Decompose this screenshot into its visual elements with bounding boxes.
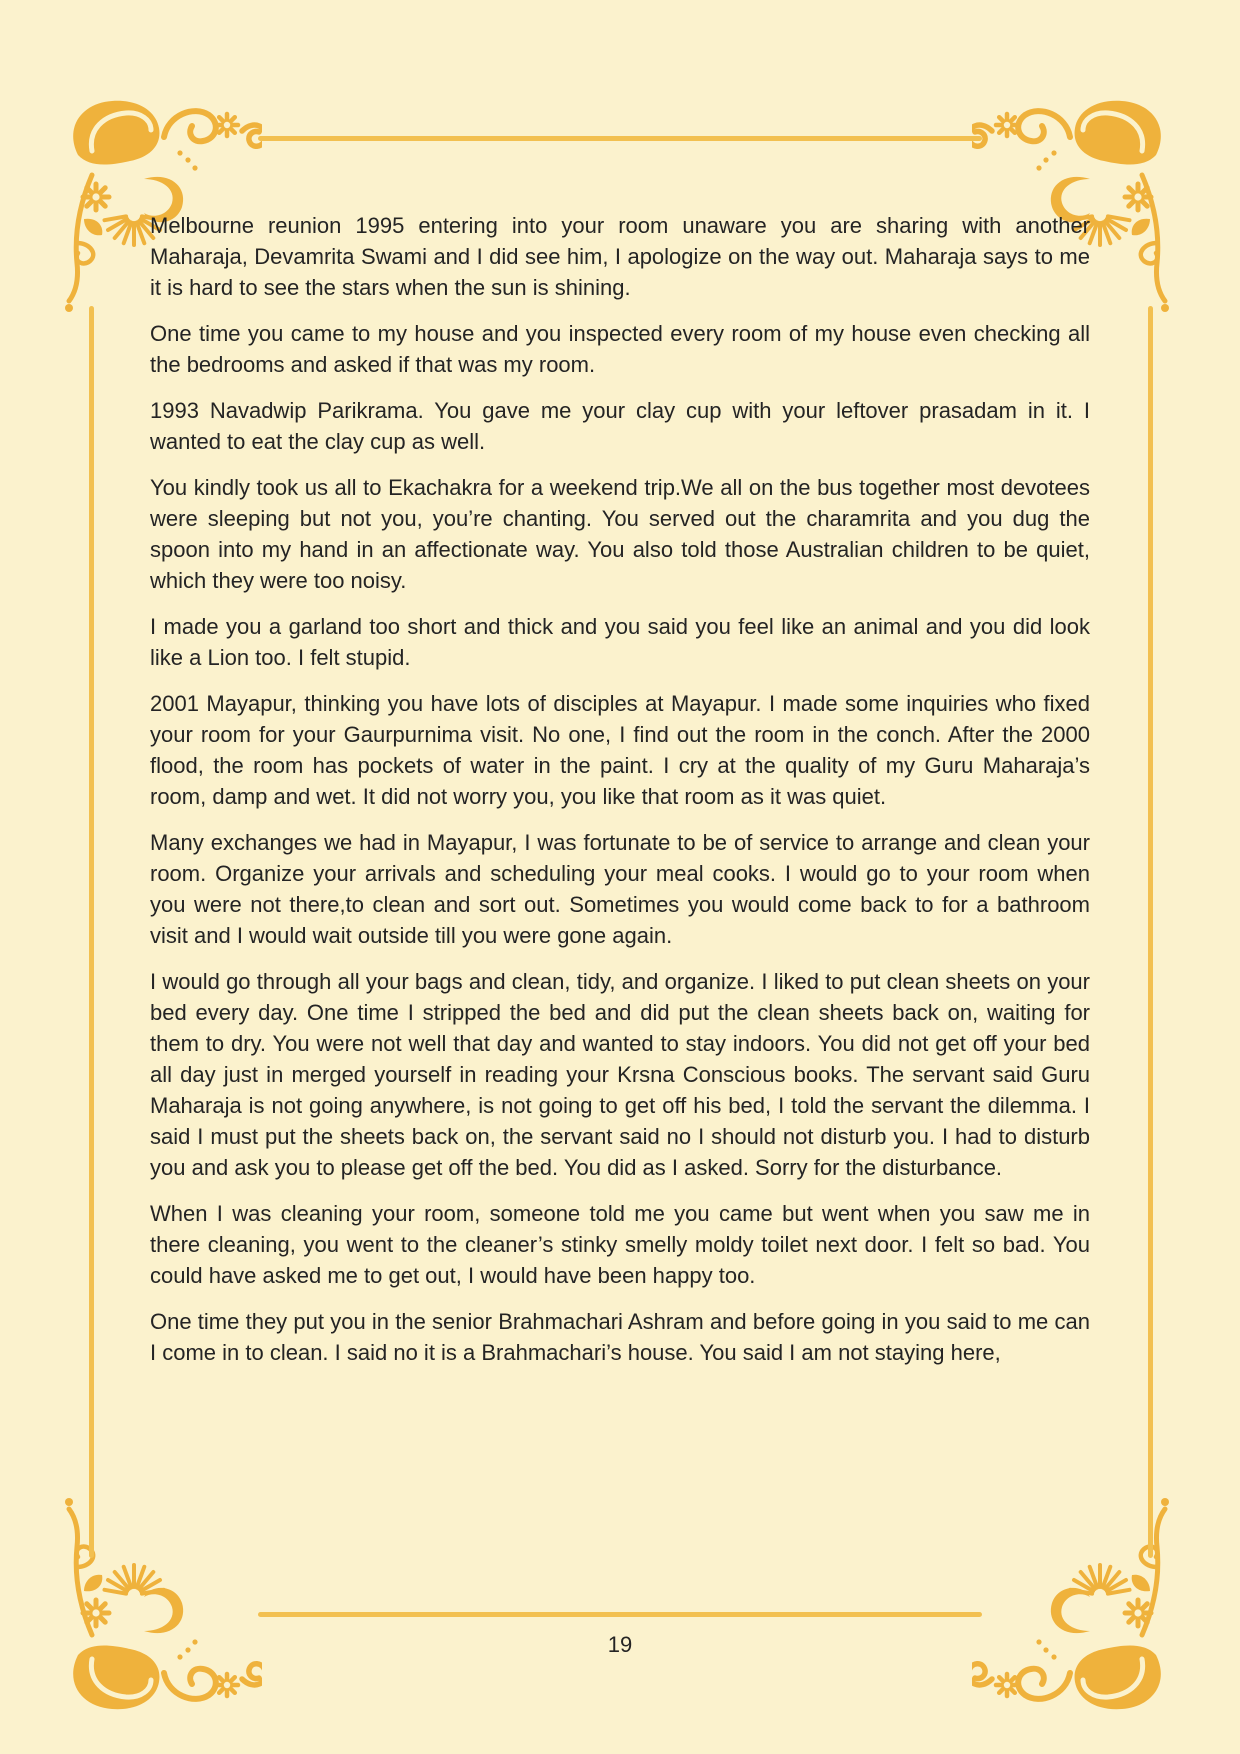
paragraph-navadwip-parikrama: 1993 Navadwip Parikrama. You gave me your clay cup with your leftover prasadam in it. I wanted to eat the clay cup as well. (150, 398, 1090, 454)
paragraph-cleaning-room: When I was cleaning your room, someone told me you came but went when you saw me in there cleaning, you went to the cleaner’s stinky smelly moldy toilet next door. I felt so bad. You could have asked me to get out, I would have been happy too. (150, 1201, 1090, 1288)
border-line-right (1148, 306, 1153, 1558)
paragraph-brahmachari-ashram: One time they put you in the senior Brahmachari Ashram and before going in you said to me can I come in to clean. I said no it is a Brahmachari’s house. You said I am not staying here, (150, 1309, 1090, 1365)
paragraph-ekachakra-trip: You kindly took us all to Ekachakra for a weekend trip.We all on the bus together most devotees were sleeping but not you, you’re chanting. You served out the charamrita and you dug the spoon into my hand in an affectionate way. You also told those Australian children to be quiet, which they were too noisy. (150, 475, 1090, 593)
paragraph-house-inspection: One time you came to my house and you inspected every room of my house even checking all the bedrooms and asked if that was my room. (150, 321, 1090, 377)
paragraph-clean-sheets: I would go through all your bags and clean, tidy, and organize. I liked to put clean sheets on your bed every day. One time I stripped the bed and did put the clean sheets back on, waiting for them to dry. You were not well that day and wanted to stay indoors. You did not get off your bed all day just in merged yourself in reading your Krsna Conscious books. The servant said Guru Maharaja is not going anywhere, is not going to get off his bed, I told the servant the dilemma. I said I must put the sheets back on, the servant said no I should not disturb you. I had to disturb you and ask you to please get off the bed. You did as I asked. Sorry for the disturbance. (150, 969, 1090, 1180)
border-line-bottom (258, 1612, 982, 1617)
paragraph-melbourne-reunion: Melbourne reunion 1995 entering into your room unaware you are sharing with another Maharaja, Devamrita Swami and I did see him, I apologize on the way out. Maharaja says to me it is hard to see the stars when the sun is shining. (150, 213, 1090, 300)
floral-corner-ornament-bottom-right-icon (972, 1490, 1172, 1715)
page-number: 19 (607, 1632, 633, 1657)
paragraph-2001-mayapur: 2001 Mayapur, thinking you have lots of disciples at Mayapur. I made some inquiries who fixed your room for your Gaurpurnima visit. No one, I find out the room in the conch. After the 2000 flood, the room has pockets of water in the paint. I cry at the quality of my Guru Maharaja’s room, damp and wet. It did not worry you, you like that room as it was quiet. (150, 691, 1090, 809)
paragraph-many-exchanges: Many exchanges we had in Mayapur, I was fortunate to be of service to arrange and clean your room. Organize your arrivals and scheduling your meal cooks. I would go to your room when you were not there,to clean and sort out. Sometimes you would come back to for a bathroom visit and I would wait outside till you were gone again. (150, 830, 1090, 948)
paragraph-garland: I made you a garland too short and thick and you said you feel like an animal and you did look like a Lion too. I felt stupid. (150, 614, 1090, 670)
border-line-left (89, 306, 94, 1558)
border-line-top (258, 136, 982, 141)
page-text (150, 210, 1090, 1383)
